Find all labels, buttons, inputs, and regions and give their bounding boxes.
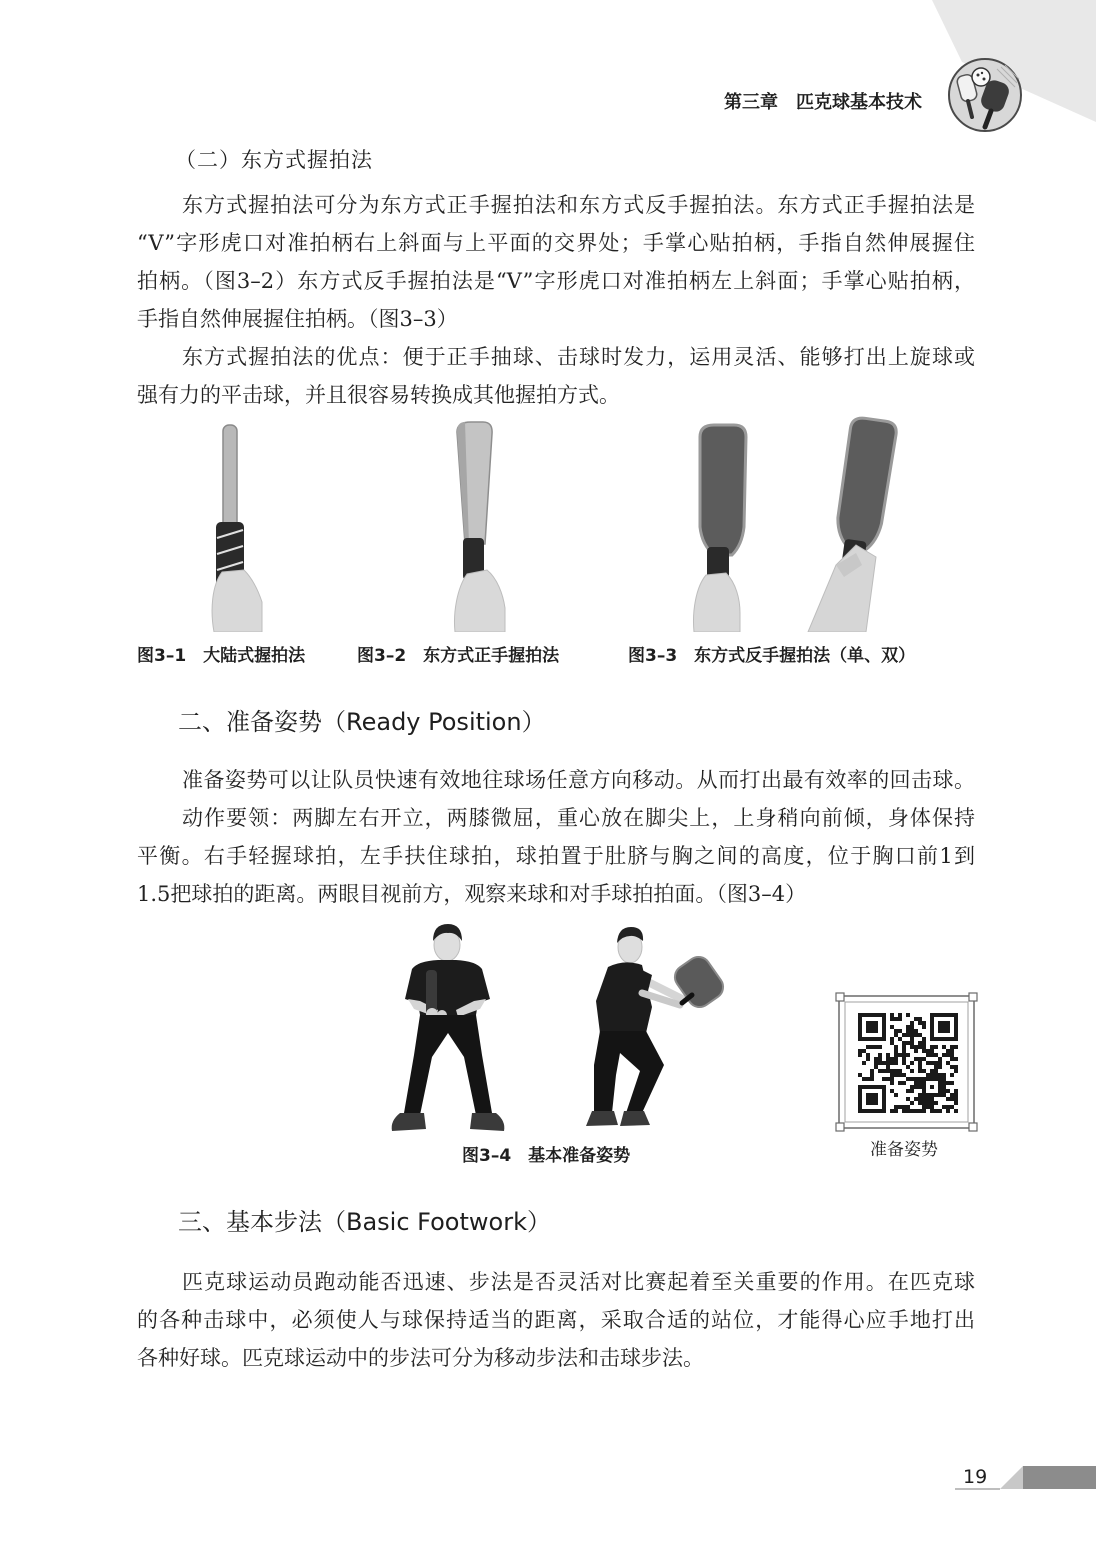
qr-module [898,1081,902,1085]
qr-module [910,1033,914,1037]
qr-module [890,1061,894,1065]
qr-module [902,1049,906,1053]
qr-module [938,1073,942,1077]
qr-module [878,1057,882,1061]
hand [694,573,741,632]
ball-hole [981,72,983,74]
shoe [392,1113,426,1131]
qr-module [918,1041,922,1045]
qr-module [926,1049,930,1053]
qr-module [874,1045,878,1049]
qr-module [942,1085,946,1089]
qr-module [906,1053,910,1057]
qr-module [918,1077,922,1081]
qr-module [918,1081,922,1085]
qr-module [906,1029,910,1033]
footer-triangle [1000,1466,1023,1489]
qr-module [922,1045,926,1049]
qr-module [934,1045,938,1049]
text-line: 手指自然伸展握住拍柄。（图3–3） [137,307,458,331]
qr-module [874,1065,878,1069]
qr-module [918,1061,922,1065]
qr-module [918,1045,922,1049]
qr-module [914,1081,918,1085]
qr-module [926,1097,930,1101]
qr-module [874,1061,878,1065]
figure-eastern-backhand-grip [680,415,900,632]
qr-module [886,1053,890,1057]
qr-module [898,1017,902,1021]
qr-module [894,1033,898,1037]
qr-caption: 准备姿势 [870,1140,938,1160]
qr-module [870,1073,874,1077]
qr-frame-corner [969,1123,977,1131]
qr-module [898,1013,902,1017]
qr-module [902,1061,906,1065]
qr-module [910,1021,914,1025]
qr-module [910,1025,914,1029]
qr-module [890,1017,894,1021]
qr-module [954,1069,958,1073]
qr-module [914,1017,918,1021]
qr-module [942,1093,946,1097]
qr-module [902,1073,906,1077]
qr-module [858,1073,862,1077]
footer-bar [950,1460,1096,1494]
text-line: 各种好球。匹克球运动中的步法可分为移动步法和击球步法。 [137,1346,704,1370]
qr-module [906,1033,910,1037]
qr-module [922,1021,926,1025]
shoe [620,1111,650,1126]
ball-hole [983,78,986,81]
ball-hole [977,74,980,77]
qr-module [866,1057,870,1061]
qr-module [862,1077,866,1081]
qr-module [906,1089,910,1093]
hand [455,570,506,632]
qr-module [898,1105,902,1109]
qr-module [902,1057,906,1061]
qr-module [934,1069,938,1073]
qr-module [930,1069,934,1073]
text-line: 准备姿势可以让队员快速有效地往球场任意方向移动。从而打出最有效率的回击球。 [182,768,975,792]
paddle-face-double [834,416,898,551]
qr-module [914,1109,918,1113]
qr-module [894,1053,898,1057]
qr-module [886,1069,890,1073]
subsection-title: （二）东方式握拍法 [175,148,373,172]
qr-module [930,1053,934,1057]
qr-module [918,1097,922,1101]
qr-module [926,1105,930,1109]
qr-module [866,1077,870,1081]
qr-module [922,1025,926,1029]
text-line: 的各种击球中，必须使人与球保持适当的距离，采取合适的站位，才能得心应手地打出 [137,1308,975,1332]
qr-module [954,1065,958,1069]
chapter-title: 第三章 匹克球基本技术 [724,92,922,113]
qr-module [866,1093,878,1105]
section-title-ready-position: 二、准备姿势（Ready Position） [178,708,546,736]
qr-module [886,1077,890,1081]
qr-module [902,1081,906,1085]
qr-module [878,1053,882,1057]
qr-module [894,1069,898,1073]
qr-module [898,1029,902,1033]
qr-module [926,1101,930,1105]
qr-frame-corner [836,1123,844,1131]
qr-module [894,1057,898,1061]
qr-module [946,1097,950,1101]
qr-module [910,1109,914,1113]
qr-module [886,1057,890,1061]
qr-module [890,1037,894,1041]
qr-module [938,1109,942,1113]
qr-module [950,1105,954,1109]
qr-module [906,1025,910,1029]
two-hands [808,545,876,632]
qr-module [906,1041,910,1045]
qr-module [930,1061,934,1065]
qr-module [954,1045,958,1049]
qr-module [942,1089,946,1093]
qr-module [910,1037,914,1041]
qr-module [950,1049,954,1053]
qr-module [954,1101,958,1105]
qr-module [942,1081,946,1085]
qr-module [922,1041,926,1045]
qr-module [922,1049,926,1053]
section-title-basic-footwork: 三、基本步法（Basic Footwork） [178,1208,551,1236]
qr-module [906,1013,910,1017]
qr-module [890,1041,894,1045]
qr-module [906,1105,910,1109]
qr-module [882,1069,886,1073]
qr-module [878,1045,882,1049]
pickleball-paddle-ball-icon [945,55,1025,135]
qr-module [902,1045,906,1049]
qr-module [950,1093,954,1097]
qr-module [886,1065,890,1069]
qr-module [922,1037,926,1041]
qr-module [946,1109,950,1113]
qr-module [870,1045,874,1049]
pants [404,1015,492,1115]
qr-module [878,1069,882,1073]
qr-module [910,1029,914,1033]
qr-module [882,1077,886,1081]
qr-module [918,1101,922,1105]
qr-module [902,1033,906,1037]
qr-module [918,1057,922,1061]
qr-module [942,1105,946,1109]
text-line: 动作要领：两脚左右开立，两膝微屈，重心放在脚尖上，上身稍向前倾，身体保持 [182,806,975,830]
qr-module [942,1053,946,1057]
qr-module [946,1049,950,1053]
figure-caption: 图3–3 东方式反手握拍法（单、双） [628,646,916,666]
qr-module [910,1041,914,1045]
qr-module [890,1013,894,1017]
qr-module [890,1057,894,1061]
qr-module [890,1081,894,1085]
qr-module [926,1053,930,1057]
qr-module [918,1017,922,1021]
qr-module [922,1101,926,1105]
qr-module [902,1109,906,1113]
pants [594,1031,664,1113]
qr-module [894,1073,898,1077]
qr-module [934,1061,938,1065]
qr-module [946,1081,950,1085]
qr-module [902,1041,906,1045]
qr-module [866,1053,870,1057]
basic-footwork-paragraphs [137,1263,975,1377]
qr-module [938,1021,950,1033]
qr-module [878,1061,882,1065]
text-line: 平衡。右手轻握球拍，左手扶住球拍，球拍置于肚脐与胸之间的高度，位于胸口前1到 [137,844,975,868]
qr-module [954,1057,958,1061]
qr-module [894,1109,898,1113]
text-line: 1.5把球拍的距离。两眼目视前方，观察来球和对手球拍拍面。（图3–4） [137,882,807,906]
shoe [586,1111,618,1126]
qr-module [890,1069,894,1073]
qr-module [922,1069,926,1073]
qr-module [934,1053,938,1057]
qr-module [930,1045,934,1049]
qr-module [918,1069,922,1073]
qr-module [894,1029,898,1033]
qr-module [866,1021,878,1033]
qr-module [938,1061,942,1065]
ball-shape [972,68,990,86]
qr-module [930,1049,934,1053]
qr-module [938,1057,942,1061]
qr-module [874,1057,878,1061]
qr-module [910,1045,914,1049]
text-line: 东方式握拍法可分为东方式正手握拍法和东方式反手握拍法。东方式正手握拍法是 [182,193,975,217]
qr-module [890,1089,894,1093]
qr-module [862,1061,866,1065]
qr-module [910,1061,914,1065]
qr-module [890,1109,894,1113]
qr-frame-corner [836,993,844,1001]
qr-module [922,1057,926,1061]
qr-module [918,1021,922,1025]
shoe [470,1113,504,1131]
person-front-view [392,924,505,1131]
qr-module [910,1101,914,1105]
qr-module [890,1077,894,1081]
text-line: 匹克球运动员跑动能否迅速、步法是否灵活对比赛起着至关重要的作用。在匹克球 [182,1270,975,1294]
qr-module [934,1109,938,1113]
qr-module [902,1105,906,1109]
hand [212,570,262,632]
qr-module [946,1061,950,1065]
figure-caption: 图3–4 基本准备姿势 [462,1146,631,1166]
qr-module [918,1085,922,1089]
qr-module [918,1093,922,1097]
figure-caption: 图3–2 东方式正手握拍法 [357,646,560,666]
qr-module [950,1073,954,1077]
qr-module [914,1057,918,1061]
footer-block [1023,1466,1096,1489]
qr-module [946,1089,950,1093]
qr-module [894,1061,898,1065]
qr-module [894,1105,898,1109]
figure-continental-grip [200,420,270,632]
text-line: “V”字形虎口对准拍柄右上斜面与上平面的交界处；手掌心贴拍柄，手指自然伸展握住 [137,231,975,255]
qr-module [898,1037,902,1041]
person-side-view [586,927,728,1126]
qr-module [910,1089,914,1093]
qr-module [914,1029,918,1033]
qr-module [950,1045,954,1049]
qr-module [930,1105,934,1109]
qr-module [922,1105,926,1109]
qr-module [950,1097,954,1101]
qr-module [926,1073,930,1077]
ready-position-paragraphs [137,761,975,913]
qr-module [934,1073,938,1077]
qr-module [950,1065,954,1069]
page-number: 19 [963,1466,988,1488]
qr-module [926,1061,930,1065]
qr-module [914,1049,918,1053]
qr-module [950,1053,954,1057]
text-line: 拍柄。（图3–2）东方式反手握拍法是“V”字形虎口对准拍柄左上斜面；手掌心贴拍柄， [137,269,975,293]
qr-module [894,1093,898,1097]
qr-module [946,1053,950,1057]
qr-module [898,1069,902,1073]
qr-module [942,1073,946,1077]
qr-module [882,1061,886,1065]
qr-module [934,1065,938,1069]
qr-module [890,1025,894,1029]
figure-ready-position [380,915,740,1140]
paddle-face-single [700,425,746,555]
qr-module [906,1097,910,1101]
qr-module [950,1081,954,1085]
qr-frame-corner [969,993,977,1001]
eastern-grip-paragraphs [137,186,975,414]
qr-module [954,1109,958,1113]
qr-module [910,1069,914,1073]
qr-module [930,1109,934,1113]
qr-code-icon[interactable] [835,992,978,1132]
qr-module [870,1077,874,1081]
qr-module [930,1073,934,1077]
qr-module [954,1089,958,1093]
qr-module [918,1109,922,1113]
qr-module [898,1053,902,1057]
text-line: 东方式握拍法的优点：便于正手抽球、击球时发力，运用灵活、能够打出上旋球或 [182,345,975,369]
qr-module [910,1077,914,1081]
qr-module [902,1053,906,1057]
qr-module [906,1109,910,1113]
qr-module [946,1105,950,1109]
qr-module [906,1077,910,1081]
qr-module [890,1073,894,1077]
qr-module [870,1069,874,1073]
qr-module [914,1077,918,1081]
qr-module [894,1045,898,1049]
qr-module [906,1065,910,1069]
qr-module [894,1017,898,1021]
qr-module [938,1065,942,1069]
qr-module [954,1093,958,1097]
qr-module [858,1053,862,1057]
qr-module [894,1049,898,1053]
qr-module [930,1101,934,1105]
qr-module [910,1085,914,1089]
qr-module [930,1085,934,1089]
qr-module [922,1097,926,1101]
qr-module [914,1045,918,1049]
qr-module [858,1049,862,1053]
qr-module [866,1045,870,1049]
qr-module [942,1045,946,1049]
qr-module [898,1073,902,1077]
qr-module [914,1085,918,1089]
text-line: 强有力的平击球，并且很容易转换成其他握拍方式。 [137,383,620,407]
qr-module [862,1049,866,1053]
qr-module [954,1097,958,1101]
qr-module [922,1109,926,1113]
qr-module [918,1033,922,1037]
qr-module [914,1097,918,1101]
qr-module [950,1057,954,1061]
qr-module [918,1065,922,1069]
figure-caption: 图3–1 大陆式握拍法 [137,646,306,666]
qr-module [930,1097,934,1101]
qr-module [934,1101,938,1105]
qr-module [886,1061,890,1065]
qr-module [942,1077,946,1081]
qr-module [914,1033,918,1037]
figure-eastern-forehand-grip [445,418,515,632]
